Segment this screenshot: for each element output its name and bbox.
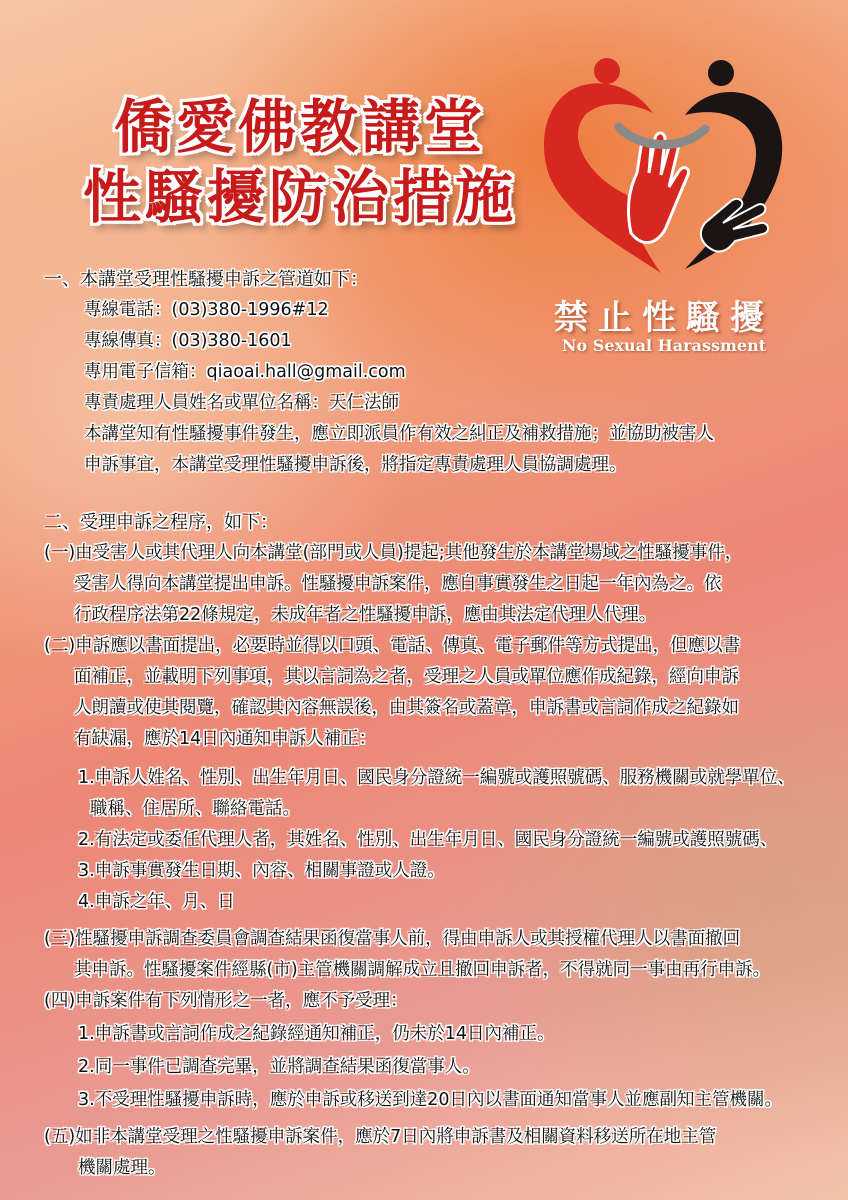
item4-sub3: 3.不受理性騷擾申訴時，應於申訴或移送到達20日內以書面通知當事人並應副知主管機關。 — [78, 1090, 782, 1110]
item1-line1: (一)由受害人或其代理人向本講堂(部門或人員)提起;其他發生於本講堂場域之性騷擾事件， — [44, 543, 743, 563]
item5-line2: 機關處理。 — [78, 1158, 166, 1178]
phone-line: 專線電話：(03)380-1996#12 — [84, 300, 329, 320]
item2-sub1-line1: 1.申訴人姓名、性別、出生年月日、國民身分證統一編號或護照號碼、服務機關或就學單位、 — [78, 768, 795, 788]
item2-line2: 面補正，並載明下列事項，其以言詞為之者，受理之人員或單位應作成紀錄，經向申訴 — [74, 667, 739, 687]
email-line: 專用電子信箱：qiaoai.hall@gmail.com — [84, 362, 406, 382]
section1-para-line2: 申訴事宜，本講堂受理性騷擾申訴後，將指定專責處理人員協調處理。 — [84, 455, 627, 475]
contact-line: 專責處理人員姓名或單位名稱：天仁法師 — [84, 393, 399, 413]
no-harassment-logo — [535, 55, 795, 285]
item1-line2: 受害人得向本講堂提出申訴。性騷擾申訴案件，應自事實發生之日起一年內為之。依 — [74, 574, 722, 594]
black-figure-head — [708, 60, 734, 86]
red-figure-head — [594, 58, 620, 84]
item2-sub1-line2: 職稱、住居所、聯絡電話。 — [90, 799, 300, 819]
page-title-line2: 性騷擾防治措施 — [82, 163, 517, 231]
item2-line1: (二)申訴應以書面提出，必要時並得以口頭、電話、傳真、電子郵件等方式提出，但應以書 — [44, 636, 741, 656]
item3-line2: 其申訴。性騷擾案件經縣(市)主管機關調解成立且撤回申訴者，不得就同一事由再行申訴。 — [74, 960, 771, 980]
logo-label-en: No Sexual Harassment — [561, 336, 767, 355]
section2-heading: 二、受理申訴之程序，如下： — [44, 512, 278, 533]
fax-line: 專線傳真：(03)380-1601 — [84, 331, 292, 351]
section1-heading: 一、本講堂受理性騷擾申訴之管道如下： — [44, 269, 368, 290]
item2-line3: 人朗讀或使其閱覽，確認其內容無誤後，由其簽名或蓋章，申訴書或言詞作成之紀錄如 — [74, 698, 739, 718]
black-hand — [701, 199, 768, 252]
page-title-line1: 僑愛佛教講堂 — [113, 93, 486, 161]
item5-line1: (五)如非本講堂受理之性騷擾申訴案件，應於7日內將申訴書及相關資料移送所在地主管 — [44, 1127, 717, 1147]
red-hand — [629, 133, 689, 243]
logo-label-zh: 禁止性騷擾 — [554, 298, 774, 338]
section1-para-line1: 本講堂知有性騷擾事件發生，應立即派員作有效之糾正及補救措施；並協助被害人 — [84, 424, 714, 444]
item2-sub4: 4.申訴之年、月、日 — [78, 892, 235, 912]
item2-sub3: 3.申訴事實發生日期、內容、相關事證或人證。 — [78, 861, 445, 881]
item1-line3: 行政程序法第22條規定，未成年者之性騷擾申訴，應由其法定代理人代理。 — [74, 605, 657, 625]
item4-line1: (四)申訴案件有下列情形之一者，應不予受理： — [44, 991, 408, 1011]
item4-sub2: 2.同一事件已調查完畢，並將調查結果函復當事人。 — [78, 1057, 480, 1077]
item3-line1: (三)性騷擾申訴調查委員會調查結果函復當事人前，得由申訴人或其授權代理人以書面撤回 — [44, 929, 741, 949]
item2-line4: 有缺漏，應於14日內通知申訴人補正： — [74, 729, 377, 749]
item2-sub2: 2.有法定或委任代理人者，其姓名、性別、出生年月日、國民身分證統一編號或護照號碼、 — [78, 830, 778, 850]
item4-sub1: 1.申訴書或言詞作成之紀錄經通知補正，仍未於14日內補正。 — [78, 1024, 555, 1044]
